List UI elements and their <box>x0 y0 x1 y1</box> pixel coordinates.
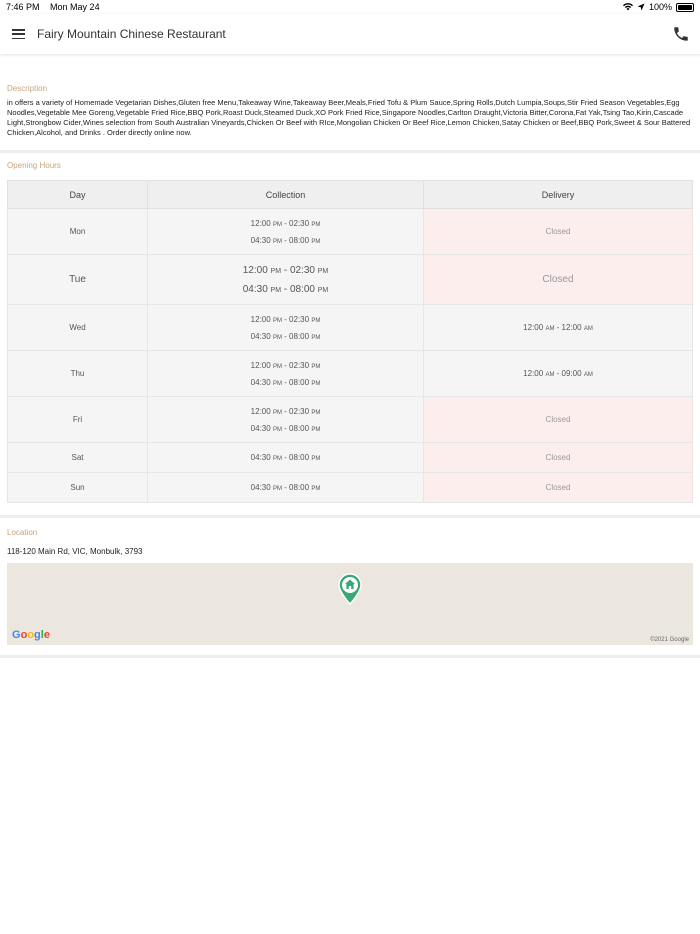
delivery-closed-cell: Closed <box>424 255 693 305</box>
opening-hours-table <box>7 180 693 503</box>
google-logo: Google <box>12 629 50 641</box>
table-row <box>8 209 693 255</box>
delivery-cell <box>424 351 693 397</box>
start-time: 04:30 <box>250 331 271 341</box>
end-time: 08:00 <box>289 235 310 245</box>
start-ampm: PM <box>272 221 282 228</box>
end-time: 02:30 <box>289 264 315 276</box>
end-ampm: PM <box>311 363 321 370</box>
end-time: 02:30 <box>289 314 310 324</box>
end-time: 08:00 <box>289 423 310 433</box>
collection-cell <box>148 305 424 351</box>
delivery-closed-cell: Closed <box>424 443 693 473</box>
day-cell: Thu <box>8 351 148 397</box>
end-time: 08:00 <box>289 331 310 341</box>
start-ampm: AM <box>545 372 555 378</box>
start-time: 12:00 <box>523 323 544 332</box>
collection-cell <box>148 255 424 305</box>
time-range: 12:00 PM - 02:30 PM <box>242 264 329 276</box>
home-pin-icon[interactable] <box>338 573 362 605</box>
location-arrow-icon <box>637 3 645 11</box>
collection-cell <box>148 473 424 503</box>
time-range: 04:30 PM - 08:00 PM <box>250 483 321 492</box>
status-right <box>623 2 694 12</box>
delivery-closed-cell: Closed <box>424 397 693 443</box>
end-ampm: PM <box>311 238 321 245</box>
end-time: 09:00 <box>561 369 582 378</box>
end-ampm: PM <box>311 380 321 387</box>
start-time: 12:00 <box>250 406 271 416</box>
divider <box>0 150 700 153</box>
end-time: 08:00 <box>289 283 315 295</box>
time-range: 12:00 AM - 09:00 AM <box>523 369 593 378</box>
day-cell: Sun <box>8 473 148 503</box>
phone-icon[interactable] <box>672 25 690 43</box>
description-text: in offers a variety of Homemade Vegetarian Dishes,Gluten free Menu,Takeaway Wine,Takeaway Beer,Meals,Fried Tofu & Plum Sauce,Spring Rolls,Dutch Lumpia,Soups,Stir Fried Season Vegetables,Egg Noodles,Vegetable Mee Goreng,Vegetable Fried Rice,BBQ Pork,Roast Duck,Steamed Duck,XO Pork Fried Rice,Singapore Noodles,Carlton Draught,Victoria Bitter,Corona,Fat Yak,Tsing Tao,Kirin,Cascade Light,Strongbow Cider,Wines selection from South Australian Vineyards,Chicken Or Beef with RIce,Mongolian Chicken Or Beef Rice,Lemon Chicken,Satay Chicken or Beef,BBQ Pork,Sweet & Sour Battered Chicken,Alcohol, and Drinks . Order directly online now. <box>7 98 691 137</box>
start-time: 12:00 <box>250 314 271 324</box>
end-time: 02:30 <box>289 406 310 416</box>
day-cell: Wed <box>8 305 148 351</box>
start-time: 04:30 <box>250 483 271 492</box>
time-range: 04:30 PM - 08:00 PM <box>250 235 321 245</box>
battery-percent: 100% <box>648 2 672 12</box>
end-time: 02:30 <box>289 360 310 370</box>
time-range: 12:00 PM - 02:30 PM <box>250 218 321 228</box>
end-ampm: PM <box>311 486 321 492</box>
table-header-row <box>8 181 693 209</box>
end-ampm: PM <box>311 317 321 324</box>
collection-cell <box>148 397 424 443</box>
end-ampm: PM <box>311 426 321 433</box>
start-time: 12:00 <box>242 264 268 276</box>
start-time: 04:30 <box>250 453 271 462</box>
time-range: 04:30 PM - 08:00 PM <box>250 331 321 341</box>
time-range: 12:00 PM - 02:30 PM <box>250 314 321 324</box>
start-ampm: PM <box>272 317 282 324</box>
end-ampm: PM <box>311 409 321 416</box>
table-row <box>8 351 693 397</box>
start-time: 04:30 <box>250 235 271 245</box>
header-left <box>12 27 226 41</box>
status-left <box>6 2 108 12</box>
page-title: Fairy Mountain Chinese Restaurant <box>37 27 226 41</box>
status-time: 7:46 PM <box>6 2 40 12</box>
start-ampm: PM <box>272 363 282 370</box>
start-time: 04:30 <box>242 283 268 295</box>
status-date: Mon May 24 <box>50 2 100 12</box>
time-range: 12:00 PM - 02:30 PM <box>250 406 321 416</box>
start-time: 04:30 <box>250 423 271 433</box>
day-cell: Fri <box>8 397 148 443</box>
location-label: Location <box>7 528 38 537</box>
time-range: 04:30 PM - 08:00 PM <box>250 377 321 387</box>
time-range: 04:30 PM - 08:00 PM <box>242 283 329 295</box>
collection-cell <box>148 351 424 397</box>
start-ampm: AM <box>545 326 555 332</box>
start-ampm: PM <box>272 238 282 245</box>
wifi-icon <box>623 3 633 11</box>
table-row <box>8 473 693 503</box>
end-ampm: PM <box>317 286 329 294</box>
column-header-collection: Collection <box>148 181 424 209</box>
time-range: 12:00 PM - 02:30 PM <box>250 360 321 370</box>
end-ampm: AM <box>583 326 593 332</box>
time-range: 04:30 PM - 08:00 PM <box>250 423 321 433</box>
end-ampm: PM <box>311 334 321 341</box>
start-ampm: PM <box>272 409 282 416</box>
start-ampm: PM <box>270 286 282 294</box>
end-ampm: PM <box>311 221 321 228</box>
status-bar <box>0 0 700 14</box>
table-row <box>8 443 693 473</box>
address-text: 118-120 Main Rd, VIC, Monbulk, 3793 <box>7 547 143 556</box>
time-range: 04:30 PM - 08:00 PM <box>250 453 321 462</box>
end-time: 08:00 <box>289 453 310 462</box>
start-ampm: PM <box>270 267 282 275</box>
delivery-cell <box>424 305 693 351</box>
start-time: 12:00 <box>250 360 271 370</box>
opening-hours-section <box>0 161 700 503</box>
collection-cell <box>148 443 424 473</box>
end-time: 12:00 <box>561 323 582 332</box>
map[interactable] <box>7 563 693 645</box>
description-section <box>0 84 700 138</box>
column-header-delivery: Delivery <box>424 181 693 209</box>
end-time: 02:30 <box>289 218 310 228</box>
end-ampm: PM <box>317 267 329 275</box>
divider <box>0 515 700 518</box>
end-time: 08:00 <box>289 483 310 492</box>
day-cell: Sat <box>8 443 148 473</box>
description-label: Description <box>7 84 48 93</box>
table-row <box>8 255 693 305</box>
start-time: 12:00 <box>250 218 271 228</box>
day-cell: Tue <box>8 255 148 305</box>
map-copyright: ©2021 Google <box>650 637 689 643</box>
delivery-closed-cell: Closed <box>424 209 693 255</box>
column-header-day: Day <box>8 181 148 209</box>
delivery-closed-cell: Closed <box>424 473 693 503</box>
day-cell: Mon <box>8 209 148 255</box>
battery-icon <box>676 3 694 12</box>
app-header <box>0 14 700 54</box>
start-ampm: PM <box>272 486 282 492</box>
time-range: 12:00 AM - 12:00 AM <box>523 323 593 332</box>
hamburger-icon[interactable] <box>12 29 25 39</box>
start-ampm: PM <box>272 334 282 341</box>
opening-hours-label: Opening Hours <box>7 161 61 170</box>
location-section <box>0 528 700 645</box>
start-time: 12:00 <box>523 369 544 378</box>
table-row <box>8 397 693 443</box>
table-row <box>8 305 693 351</box>
end-ampm: PM <box>311 456 321 462</box>
collection-cell <box>148 209 424 255</box>
divider <box>0 655 700 658</box>
end-ampm: AM <box>583 372 593 378</box>
start-ampm: PM <box>272 380 282 387</box>
start-ampm: PM <box>272 456 282 462</box>
start-ampm: PM <box>272 426 282 433</box>
start-time: 04:30 <box>250 377 271 387</box>
end-time: 08:00 <box>289 377 310 387</box>
